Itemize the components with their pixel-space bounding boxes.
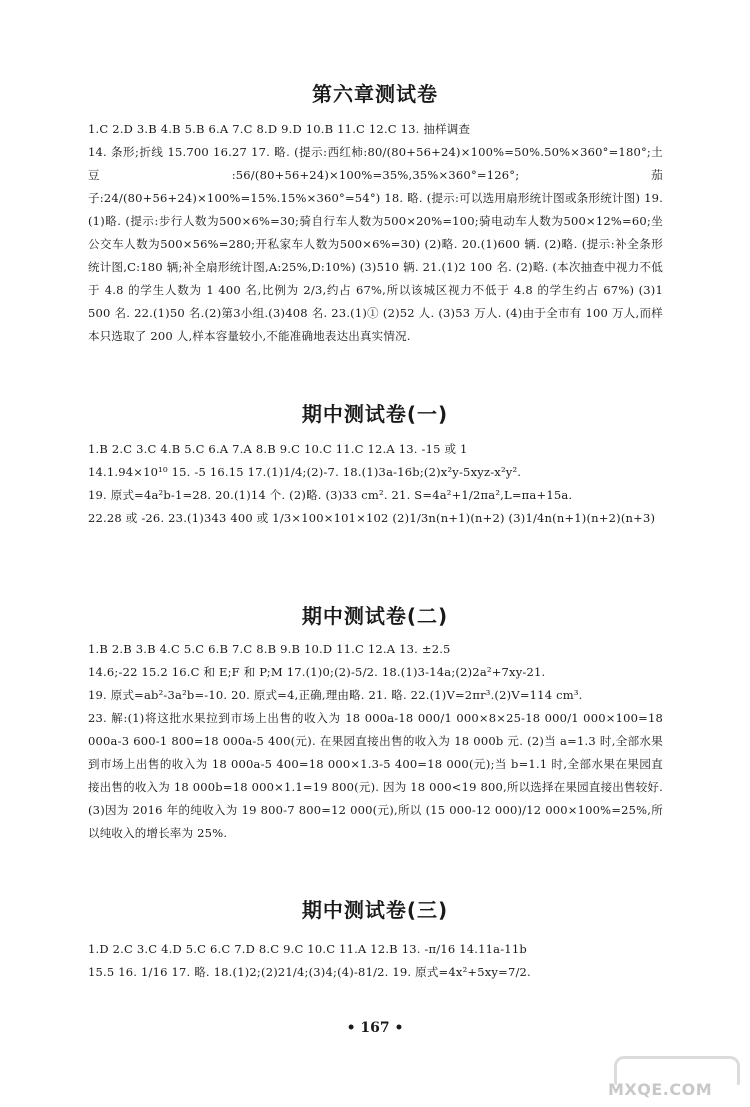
section-title-midterm-2: 期中测试卷(二) — [301, 604, 449, 628]
section-body-chapter6 — [88, 118, 663, 348]
section-title-chapter6: 第六章测试卷 — [312, 82, 438, 106]
section-title-midterm-1: 期中测试卷(一) — [301, 402, 449, 426]
answer-line: 1.B 2.B 3.B 4.C 5.C 6.B 7.C 8.B 9.B 10.D 11.C 12.A 13. ±2.5 — [88, 642, 451, 656]
answer-line: 1.B 2.C 3.C 4.B 5.C 6.A 7.A 8.B 9.C 10.C 11.C 12.A 13. -15 或 1 — [88, 442, 468, 456]
section-body-midterm-2 — [88, 638, 663, 845]
answer-line: 19. 原式=4a²b-1=28. 20.(1)14 个. (2)略. (3)33 cm². 21. S=4a²+1/2πa²,L=πa+15a. — [88, 488, 573, 502]
answer-line: 1.D 2.C 3.C 4.D 5.C 6.C 7.D 8.C 9.C 10.C 11.A 12.B 13. -π/16 14.11a-11b — [88, 942, 527, 956]
answer-line: 14.6;-22 15.2 16.C 和 E;F 和 P;M 17.(1)0;(2)-5/2. 18.(1)3-14a;(2)2a²+7xy-21. — [88, 665, 546, 679]
answer-paragraph: 23. 解:(1)将这批水果拉到市场上出售的收入为 18 000a-18 000/1 000×8×25-18 000/1 000×100=18 000a-3 600-1 800=18 000a-5 400(元). 在果园直接出售的收入为 18 000b 元. (2)当 a=1.3 时,全部水果到市场上出售的收入为 18 000a-5 400=18 000×1.3-5 400=18 000(元);当 b=1.1 时,全部水果在果园直接出售的收入为 18 000b=18 000×1.1=19 800(元). 因为 18 000<19 800,所以选择在果园直接出售较好. (3)因为 2016 年的纯收入为 19 800-7 800=12 000(元),所以 (15 000-12 000)/12 000×100%=25%,所以纯收入的增长率为 25%. — [88, 711, 663, 840]
answer-line: 15.5 16. 1/16 17. 略. 18.(1)2;(2)21/4;(3)4;(4)-81/2. 19. 原式=4x²+5xy=7/2. — [88, 965, 531, 979]
watermark-text: MXQE.COM — [608, 1080, 713, 1099]
answer-line: 14.1.94×10¹⁰ 15. -5 16.15 17.(1)1/4;(2)-7. 18.(1)3a-16b;(2)x²y-5xyz-x²y². — [88, 465, 522, 479]
section-body-midterm-1 — [88, 438, 663, 530]
watermark-logo — [608, 1062, 748, 1106]
section-body-midterm-3 — [88, 938, 663, 984]
answer-paragraph: 14. 条形;折线 15.700 16.27 17. 略. (提示:西红柿:80/(80+56+24)×100%=50%.50%×360°=180°;土豆:56/(80+56+24)×100%=35%,35%×360°=126°;茄子:24/(80+56+24)×100%=15%.15%×360°=54°) 18. 略. (提示:可以选用扇形统计图或条形统计图) 19.(1)略. (提示:步行人数为500×6%=30;骑自行车人数为500×20%=100;骑电动车人数为500×12%=60;坐公交车人数为500×56%=280;开私家车人数为500×6%=30) (2)略. 20.(1)600 辆. (2)略. (提示:补全条形统计图,C:180 辆;补全扇形统计图,A:25%,D:10%) (3)510 辆. 21.(1)2 100 名. (2)略. (本次抽查中视力不低于 4.8 的学生人数为 1 400 名,比例为 2/3,约占 67%,所以该城区视力不低于 4.8 的学生约占 67%) (3)1 500 名. 22.(1)50 名.(2)第3小组.(3)408 名. 23.(1)① (2)52 人. (3)53 万人. (4)由于全市有 100 万人,而样本只选取了 200 人,样本容量较小,不能准确地表达出真实情况. — [88, 145, 663, 343]
answer-line: 22.28 或 -26. 23.(1)343 400 或 1/3×100×101×102 (2)1/3n(n+1)(n+2) (3)1/4n(n+1)(n+2)(n+3) — [88, 511, 656, 525]
page-number: • 167 • — [346, 1020, 404, 1036]
section-title-midterm-3: 期中测试卷(三) — [301, 898, 449, 922]
answer-line: 1.C 2.D 3.B 4.B 5.B 6.A 7.C 8.D 9.D 10.B 11.C 12.C 13. 抽样调查 — [88, 122, 471, 136]
answer-line: 19. 原式=ab²-3a²b=-10. 20. 原式=4,正确,理由略. 21. 略. 22.(1)V=2πr³.(2)V=114 cm³. — [88, 688, 583, 702]
